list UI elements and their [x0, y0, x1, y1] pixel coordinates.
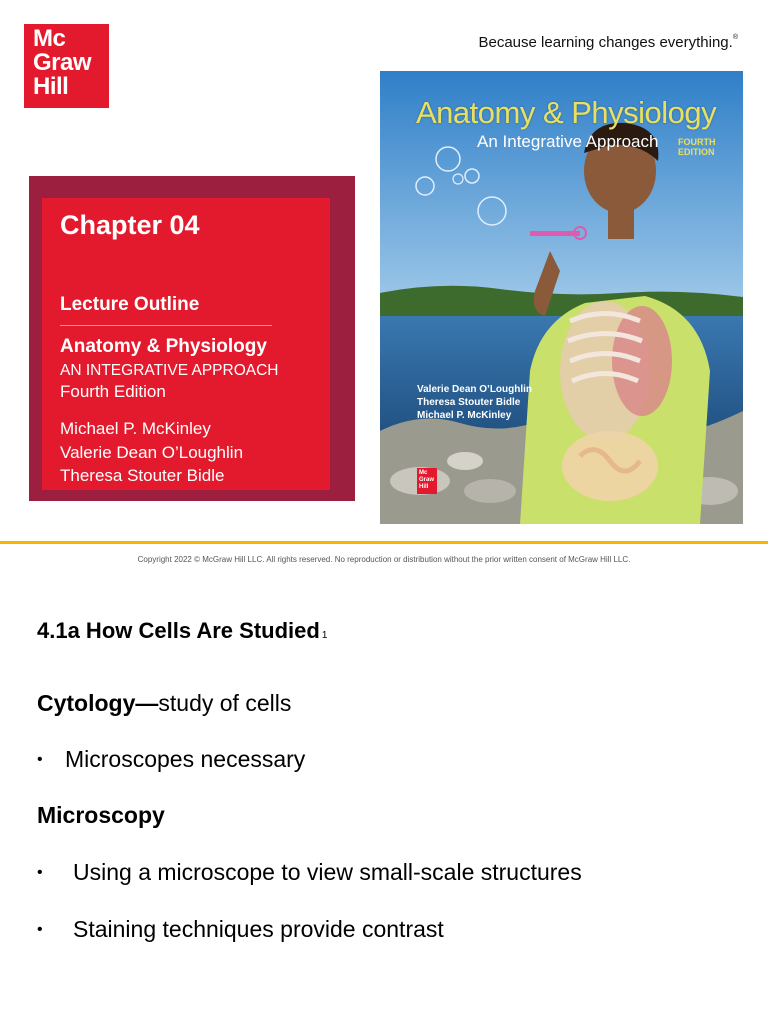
bullet-dot: • [37, 921, 43, 938]
cover-logo-line: Hill [419, 484, 429, 490]
cover-author: Michael P. McKinley [417, 410, 512, 421]
cover-title: Anatomy & Physiology [416, 95, 717, 130]
cover-author: Valerie Dean O’Loughlin [417, 384, 533, 395]
book-edition: Fourth Edition [60, 382, 166, 401]
lecture-outline-label: Lecture Outline [60, 294, 200, 315]
bullet-text: Staining techniques provide contrast [73, 916, 444, 942]
cover-logo-line: Mc [419, 470, 428, 476]
bullet-item [37, 746, 305, 773]
term-cytology: Cytology— [37, 690, 159, 716]
cover-edition: FOURTH EDITION [678, 137, 716, 157]
cover-logo-line: Graw [419, 477, 435, 483]
bullet-text: Microscopes necessary [65, 746, 306, 772]
book-title: Anatomy & Physiology [60, 336, 267, 357]
tagline [478, 34, 738, 51]
registered-mark: ® [732, 34, 738, 41]
section-title-text: 4.1a How Cells Are Studied [37, 618, 320, 643]
author-name: Michael P. McKinley [60, 419, 211, 438]
heading-microscopy: Microscopy [37, 802, 165, 828]
author-list [60, 417, 243, 488]
chapter-box [42, 198, 330, 490]
divider-rule [60, 325, 272, 326]
section-number: 1 [321, 630, 328, 641]
logo-line-2: Graw [33, 49, 92, 76]
logo-line-3: Hill [33, 73, 69, 100]
term-definition: study of cells [158, 690, 292, 716]
cytology-definition [37, 690, 291, 717]
bullet-text: Using a microscope to view small-scale structures [73, 859, 582, 885]
author-name: Valerie Dean O’Loughlin [60, 442, 244, 462]
cover-mcgraw-logo [417, 468, 437, 494]
chapter-title: Chapter 04 [60, 210, 200, 240]
cover-authors [417, 383, 532, 422]
bullet-dot: • [37, 751, 43, 768]
cover-author: Theresa Stouter Bidle [417, 397, 521, 408]
book-subtitle: AN INTEGRATIVE APPROACH [60, 362, 279, 379]
mcgraw-hill-logo [24, 24, 109, 108]
cover-subtitle: An Integrative Approach [477, 132, 659, 151]
author-name: Theresa Stouter Bidle [60, 466, 225, 485]
book-cover-image [380, 71, 743, 524]
bullet-item [37, 859, 582, 886]
logo-line-1: Mc [33, 25, 66, 52]
tagline-text: Because learning changes everything. [478, 34, 733, 51]
bullet-dot: • [37, 864, 43, 881]
section-title [37, 618, 327, 644]
bullet-item [37, 916, 444, 943]
copyright-notice: Copyright 2022 © McGraw Hill LLC. All rights reserved. No reproduction or distribution without the prior written consent of McGraw Hill LLC. [137, 555, 631, 564]
gold-divider [0, 541, 768, 544]
